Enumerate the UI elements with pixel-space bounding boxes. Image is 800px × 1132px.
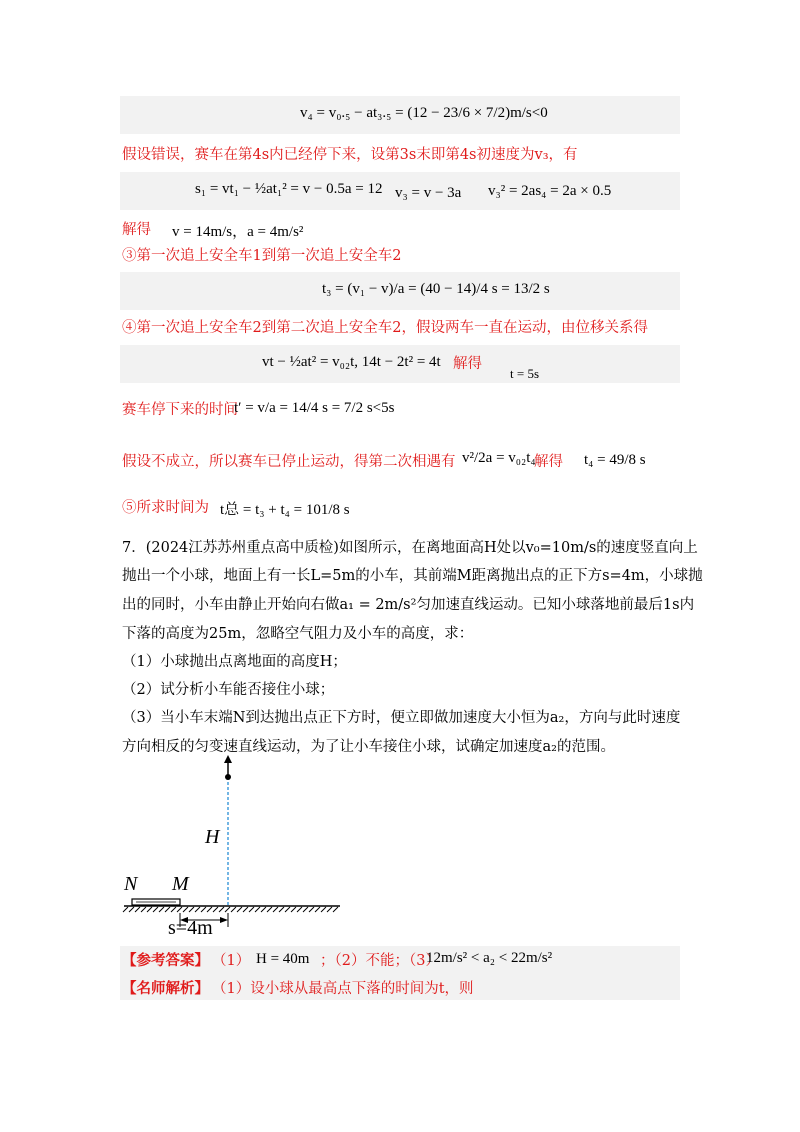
equation-displacement: vt − ½at² = v₀₂t, 14t − 2t² = 4t <box>262 354 441 370</box>
problem-7-line-3: 出的同时，小车由静止开始向右做a₁ = 2m/s²匀加速直线运动。已知小球落地前最后1s内 <box>122 597 695 613</box>
step-3-heading: ③第一次追上安全车1到第一次追上安全车2 <box>122 248 402 264</box>
analysis-tag: 【名师解析】 <box>122 980 209 997</box>
question-3-line-2: 方向相反的匀变速直线运动，为了让小车接住小球，试确定加速度a₂的范围。 <box>122 739 615 755</box>
up-arrow-head <box>224 755 232 763</box>
answer-tag: 【参考答案】 <box>122 952 209 969</box>
ground-hatch <box>123 907 338 912</box>
problem-7-line-1: 7．(2024江苏苏州重点高中质检)如图所示，在离地面高H处以v₀=10m/s的速度竖直向上 <box>122 540 698 556</box>
solve-label-3: 解得 <box>534 454 563 470</box>
assumption-text: 假设错误，赛车在第4s内已经停下来，设第3s末即第4s初速度为v₃，有 <box>122 147 578 163</box>
label-s: s=4m <box>168 917 213 939</box>
question-1: （1）小球抛出点离地面的高度H； <box>122 654 347 670</box>
problem-7-line-4: 下落的高度为25m，忽略空气阻力及小车的高度，求： <box>122 626 474 642</box>
analysis-text: （1）设小球从最高点下落的时间为t，则 <box>212 981 474 997</box>
distance-arrow-right <box>220 917 228 923</box>
second-meeting-text: 假设不成立，所以赛车已停止运动，得第二次相遇有 <box>122 454 456 470</box>
question-2: （2）试分析小车能否接住小球； <box>122 682 335 698</box>
equation-v4: v₄ = v₀.₅ − at₃.₅ = (12 − 23/6 × 7/2)m/s<0 <box>300 105 548 121</box>
result-t4: t₄ = 49/8 s <box>584 452 646 468</box>
question-3-line-1: （3）当小车末端N到达抛出点正下方时，便立即做加速度大小恒为a₂，方向与此时速度 <box>122 710 681 726</box>
answer-a2-range: 12m/s² < a₂ < 22m/s² <box>426 950 553 966</box>
ball <box>225 774 231 780</box>
equation-v3-squared: v₃² = 2as₄ = 2a × 0.5 <box>488 183 612 199</box>
label-H: H <box>205 826 220 848</box>
equation-total-time: t总 = t₃ + t₄ = 101/8 s <box>220 502 350 518</box>
solve-label-2: 解得 <box>453 356 482 372</box>
total-time-label: ⑤所求时间为 <box>122 500 209 516</box>
answer-part-2-3-text: ；（2）不能；（3） <box>320 953 440 969</box>
stop-time-label: 赛车停下来的时间 <box>122 402 238 418</box>
equation-second-meeting: v²/2a = v₀₂t₄ <box>462 450 536 466</box>
answer-H: H = 40m <box>256 951 310 967</box>
problem-figure <box>118 755 348 940</box>
label-N: N <box>124 873 138 895</box>
equation-v3: v₃ = v − 3a <box>395 185 462 201</box>
problem-7-line-2: 抛出一个小球，地面上有一长L=5m的小车，其前端M距离抛出点的正下方s=4m，小球抛 <box>122 568 703 584</box>
equation-s1: s₁ = vt₁ − ½at₁² = v − 0.5a = 12 <box>195 181 383 197</box>
result-t: t = 5s <box>510 366 540 381</box>
equation-t3: t₃ = (v₁ − v)/a = (40 − 14)/4 s = 13/2 s <box>322 281 550 297</box>
solution-v-a: v = 14m/s，a = 4m/s² <box>172 224 304 240</box>
equation-stop-time: t′ = v/a = 14/4 s = 7/2 s<5s <box>234 400 395 416</box>
label-M: M <box>172 873 189 895</box>
solve-label: 解得 <box>122 222 151 238</box>
answer-part-1-label: （1） <box>212 953 251 969</box>
step-4-heading: ④第一次追上安全车2到第二次追上安全车2，假设两车一直在运动，由位移关系得 <box>122 320 648 336</box>
